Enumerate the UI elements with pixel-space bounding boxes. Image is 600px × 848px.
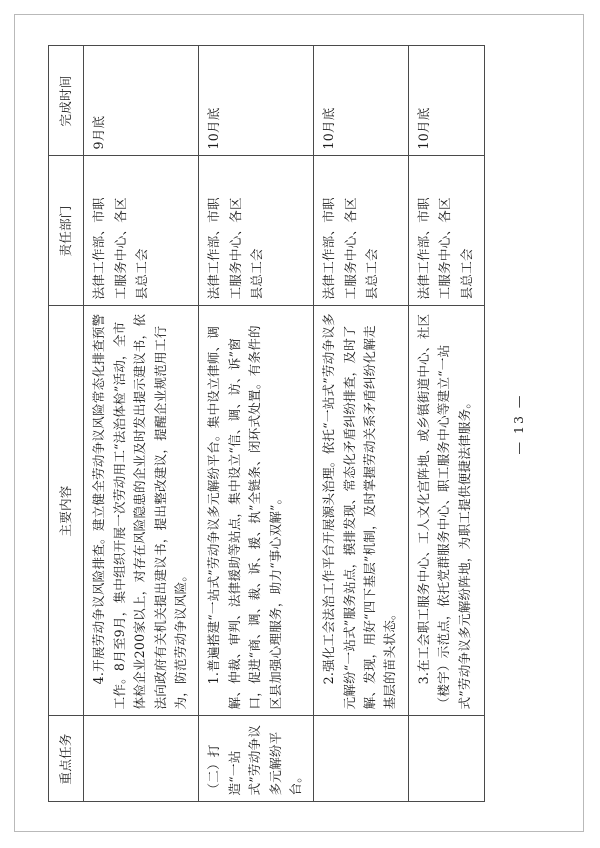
task-cell: [314, 716, 409, 802]
department-line: 县总工会: [134, 248, 150, 300]
department-cell: [199, 156, 314, 306]
department-line: 法律工作部、市职: [91, 197, 107, 300]
landscape-content: [30, 29, 570, 819]
department-cell: [314, 156, 409, 306]
department-cell: [84, 156, 199, 306]
department-line: 县总工会: [249, 248, 265, 300]
content-paragraph: 4.开展劳动争议风险排查。建立健全劳动争议风险常态化排查预警工作。8月至9月，集中组织开展一次劳动用工“法治体检”活动，全市体检企业200家以上，对存在风险隐患的企业及时发出提示建议书，依法向政府有关机关提出建议书，提出整改建议，提醒企业规范用工行为，防范劳动争议风险。: [91, 313, 188, 710]
task-schedule-table: [48, 46, 485, 803]
department-line: 县总工会: [458, 248, 474, 300]
column-header-time: 完成时间: [49, 46, 84, 156]
department-cell: [408, 156, 484, 306]
department-line: 工服务中心、各区: [112, 197, 128, 300]
department-line: 法律工作部、市职: [321, 197, 337, 300]
department-line: 工服务中心、各区: [342, 197, 358, 300]
column-header-task: 重点任务: [49, 716, 84, 802]
department-line: 法律工作部、市职: [206, 197, 222, 300]
content-cell: [408, 306, 484, 716]
department-line: 工服务中心、各区: [227, 197, 243, 300]
task-cell: [408, 716, 484, 802]
table-row: [408, 46, 484, 802]
table-row: [199, 46, 314, 802]
time-cell: 9月底: [84, 46, 199, 156]
column-header-content: 主要内容: [49, 306, 84, 716]
content-paragraph: 3.在工会职工服务中心、工人文化宫阵地、或乡镇街道中心、社区（楼宇）示范点，依托党群服务中心、职工服务中心等建立“一站式”劳动争议多元解纷阵地，为职工提供便捷法律服务。: [415, 313, 472, 710]
table-header-row: [49, 46, 84, 802]
time-cell: 10月底: [408, 46, 484, 156]
time-cell: 10月底: [199, 46, 314, 156]
department-line: 工服务中心、各区: [437, 197, 453, 300]
time-cell: 10月底: [314, 46, 409, 156]
table-row: [84, 46, 199, 802]
page-number: — 13 —: [511, 393, 527, 455]
task-cell: [84, 716, 199, 802]
column-header-department: 责任部门: [49, 156, 84, 306]
content-paragraph: 1.普遍搭建“一站式”劳动争议多元解纷平台。集中设立律师、调解、仲裁、审判、法律援助等站点，集中设立“信、调、访、诉”窗口，促进“商、调、裁、诉、援、执”全链条、闭环式处置。有条件的区县加强心理服务，助力“事心双解”。: [206, 325, 283, 710]
content-cell: [314, 306, 409, 716]
task-cell: （二）打造“一站式”劳动争议多元解纷平台。: [199, 716, 314, 802]
department-line: 法律工作部、市职: [415, 197, 431, 300]
department-line: 县总工会: [364, 248, 380, 300]
content-paragraph: 2.强化工会法治工作平台开展源头治理。依托“一站式”劳动争议多元解纷“一站式”服务站点，摸排发现、常态化矛盾纠纷排查，及时了解、发现，用好“四下基层”机制，及时掌握劳动关系矛盾纠纷化解走基层的苗头状态。: [321, 313, 398, 710]
table-row: [314, 46, 409, 802]
content-cell: [199, 306, 314, 716]
content-cell: [84, 306, 199, 716]
